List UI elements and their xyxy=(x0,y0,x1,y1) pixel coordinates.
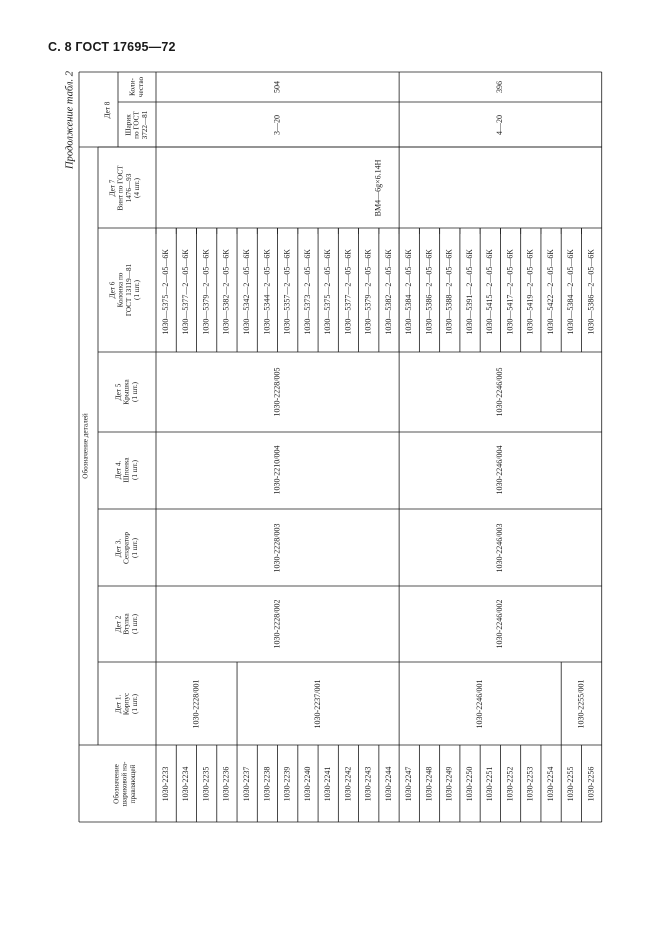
row-designation: 1030-2239 xyxy=(282,766,292,802)
det6-value: 1030—5384—2—05—6К xyxy=(566,249,576,335)
row-designation: 1030-2244 xyxy=(383,766,393,802)
table-grid xyxy=(79,72,602,822)
det6-value: 1030—5415—2—05—6К xyxy=(485,249,495,335)
det8-value: 3—20 xyxy=(272,115,282,135)
det6-value: 1030—5344—2—05—6К xyxy=(262,249,272,335)
det1-value: 1030-2228/001 xyxy=(191,679,201,729)
column-header-det8-ball: Шарик xyxy=(124,114,133,136)
column-header-det5: (1 шт.) xyxy=(130,381,139,403)
column-header-det1: Дет 1. xyxy=(114,694,123,714)
qty-value: 396 xyxy=(495,81,505,93)
det4-value: 1030-2210/004 xyxy=(272,445,282,495)
det6-value: 1030—5386—2—05—6К xyxy=(424,249,434,335)
row-designation: 1030-2233 xyxy=(160,766,170,802)
det6-value: 1030—5375—2—05—6К xyxy=(323,249,333,335)
det2-value: 1030-2246/002 xyxy=(495,599,505,649)
column-header-designation: Обозначение xyxy=(112,764,121,804)
column-header-det7: Дет 7 xyxy=(108,179,117,197)
row-designation: 1030-2251 xyxy=(485,766,495,802)
column-header-det6: Колонка по xyxy=(116,272,125,308)
qty-value: 504 xyxy=(272,81,282,93)
column-header-det8-ball: 3722—81 xyxy=(140,110,149,140)
row-designation: 1030-2247 xyxy=(404,766,414,802)
column-header-det2: Дет 2 xyxy=(114,615,123,633)
column-header-designation: правляющей xyxy=(128,764,137,804)
row-designation: 1030-2237 xyxy=(241,766,252,802)
table-content xyxy=(64,70,595,806)
column-header-det5: Крышка xyxy=(122,379,131,405)
column-header-det7: Винт по ГОСТ xyxy=(116,165,125,211)
continuation-label: Продолжение табл. 2 xyxy=(64,71,76,169)
det6-value: 1030—5342—2—05—6К xyxy=(241,249,252,335)
column-header-det4: Шпонка xyxy=(122,457,131,483)
det3-value: 1030-2228/003 xyxy=(272,523,282,573)
det5-value: 1030-2228/005 xyxy=(272,367,282,417)
row-designation: 1030-2238 xyxy=(262,766,272,802)
det3-value: 1030-2246/003 xyxy=(495,523,505,573)
det6-value: 1030—5422—2—05—6К xyxy=(545,249,555,335)
det6-value: 1030—5357—2—05—6К xyxy=(282,249,292,335)
det6-value: 1030—5417—2—05—6К xyxy=(505,249,515,335)
det6-value: 1030—5419—2—05—6К xyxy=(525,249,535,335)
column-header-det6: (1 шт.) xyxy=(132,279,141,301)
det6-value: 1030—5375—2—05—6К xyxy=(160,249,170,335)
column-header-det8: Дет 8 xyxy=(103,101,112,119)
column-header-det3: Дет 3. xyxy=(114,538,123,558)
det6-value: 1030—5377—2—05—6К xyxy=(343,249,353,335)
row-designation: 1030-2241 xyxy=(323,766,333,802)
row-designation: 1030-2254 xyxy=(545,766,555,802)
det2-value: 1030-2228/002 xyxy=(272,599,282,649)
row-designation: 1030-2235 xyxy=(201,766,211,802)
row-designation: 1030-2248 xyxy=(424,766,434,802)
column-header-det4: Дет 4. xyxy=(114,460,123,480)
column-header-det7: 1476—93 xyxy=(124,173,133,203)
column-header-designation: шариковой на- xyxy=(120,761,129,807)
row-designation: 1030-2250 xyxy=(464,766,474,802)
column-header-det2: (1 шт.) xyxy=(130,613,139,635)
column-header-det1: (1 шт.) xyxy=(130,693,139,715)
det6-value: 1030—5379—2—05—6К xyxy=(363,249,373,335)
det1-value: 1030-2246/001 xyxy=(474,679,485,729)
column-header-det3: Сепаратор xyxy=(122,532,131,564)
column-header-det8-qty: Коли- xyxy=(128,78,137,96)
column-header-det7: (4 шт.) xyxy=(132,177,141,199)
det6-value: 1030—5382—2—05—6К xyxy=(221,249,231,335)
row-designation: 1030-2240 xyxy=(302,766,312,802)
det8-value: 4—20 xyxy=(495,115,505,135)
det6-value: 1030—5391—2—05—6К xyxy=(464,249,474,335)
row-designation: 1030-2252 xyxy=(505,766,515,802)
column-header-det3: (1 шт.) xyxy=(130,537,139,559)
column-header-det5: Дет 5 xyxy=(114,383,123,401)
det6-value: 1030—5388—2—05—6К xyxy=(444,249,454,335)
column-header-det8-qty: чество xyxy=(136,76,145,98)
column-header-det4: (1 шт.) xyxy=(130,459,139,481)
det6-value: 1030—5377—2—05—6К xyxy=(181,249,191,335)
det6-value: 1030—5386—2—05—6К xyxy=(586,249,596,335)
det4-value: 1030-2246/004 xyxy=(495,445,505,495)
column-header-det6: Дет 6 xyxy=(108,281,117,299)
column-header-det1: Корпус xyxy=(122,692,131,716)
group-header: Обозначение деталей xyxy=(81,413,90,479)
det1-value: 1030-2237/001 xyxy=(312,679,322,729)
det7-value: ВМ4—6g×6.14Н xyxy=(373,159,383,217)
row-designation: 1030-2236 xyxy=(221,766,231,802)
det6-value: 1030—5373—2—05—6К xyxy=(302,249,312,335)
row-designation: 1030-2234 xyxy=(181,766,191,802)
column-header-det8-ball: по ГОСТ xyxy=(132,111,141,139)
row-designation: 1030-2255 xyxy=(566,766,576,802)
row-designation: 1030-2243 xyxy=(363,766,373,802)
det6-value: 1030—5384—2—05—6К xyxy=(404,249,414,335)
det5-value: 1030-2246/005 xyxy=(495,367,505,417)
row-designation: 1030-2256 xyxy=(586,766,596,802)
det6-value: 1030—5382—2—05—6К xyxy=(383,249,393,335)
row-designation: 1030-2249 xyxy=(444,766,454,802)
row-designation: 1030-2253 xyxy=(525,766,535,802)
column-header-det2: Втулка xyxy=(122,613,131,635)
det1-value: 1030-2255/001 xyxy=(576,679,586,729)
page-header: С. 8 ГОСТ 17695—72 xyxy=(48,40,176,54)
row-designation: 1030-2242 xyxy=(343,766,353,802)
det6-value: 1030—5379—2—05—6К xyxy=(201,249,211,335)
column-header-det6: ГОСТ 13119—81 xyxy=(124,263,133,317)
